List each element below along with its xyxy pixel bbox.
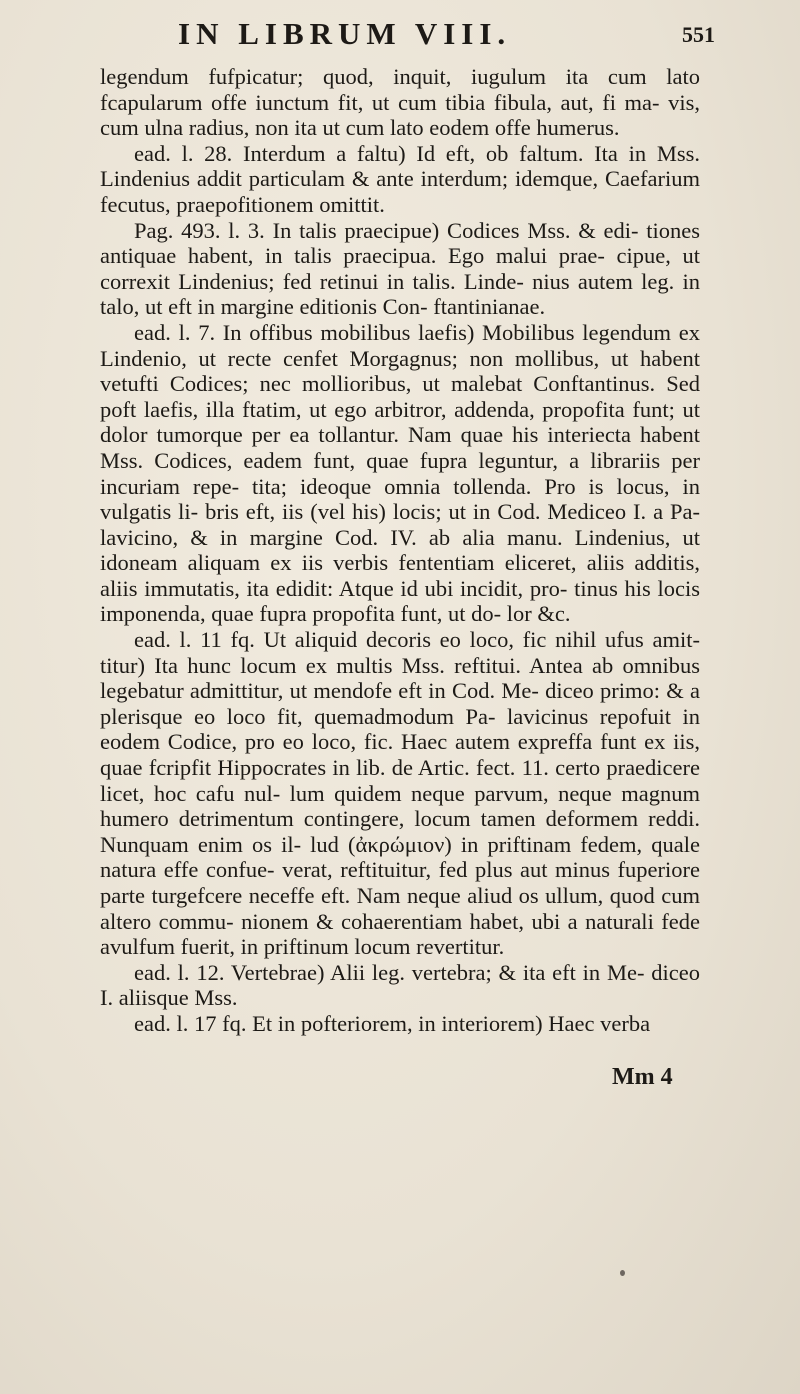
paragraph: legendum fufpicatur; quod, inquit, iugulum ita cum lato fcapularum offe iunctum fit, ut cum tibia fibula, aut, fi ma- vis, cum ulna radius, non ita ut cum lato eodem offe humerus. — [100, 64, 700, 141]
paragraph: ead. l. 12. Vertebrae) Alii leg. vertebra; & ita eft in Me- diceo I. aliisque Mss. — [100, 959, 700, 1011]
signature-mark: Mm 4 — [612, 1064, 673, 1090]
running-title: IN LIBRUM VIII. — [178, 16, 512, 51]
commentary-text — [100, 64, 700, 1037]
paragraph: ead. l. 7. In offibus mobilibus laefis) Mobilibus legendum ex Lindenio, ut recte cenfet Morgagnus; non mollibus, ut habent vetufti Codices; nec mollioribus, ut malebat Conftantinus. Sed poft laefis, illa ftatim, ut ego arbitror, addenda, propofita funt; ut dolor tumorque per ea tollantur. Nam quae his interiecta habent Mss. Codices, eadem funt, quae fupra leguntur, a librariis per incuriam repe- tita; ideoque omnia tollenda. Pro is locus, in vulgatis li- bris eft, iis (vel his) locis; ut in Cod. Mediceo I. a Pa- lavicino, & in margine Cod. IV. ab alia manu. Lindenius, ut idoneam aliquam ex iis verbis fententiam eliceret, aliis additis, aliis immutatis, ita edidit: Atque id ubi incidit, pro- tinus his locis imponenda, quae fupra propofita funt, ut do- lor &c. — [100, 319, 700, 627]
page-header — [0, 10, 800, 50]
paragraph: Pag. 493. l. 3. In talis praecipue) Codices Mss. & edi- tiones antiquae habent, in talis praecipua. Ego malui prae- cipue, ut correxit Lindenius; fed retinui in talis. Linde- nius autem leg. in talo, ut eft in margine editionis Con- ftantinianae. — [100, 217, 700, 320]
paragraph: ead. l. 11 fq. Ut aliquid decoris eo loco, fic nihil ufus amit- titur) Ita hunc locum ex multis Mss. reftitui. Antea ab omnibus legebatur admittitur, ut mendofe eft in Cod. Me- diceo primo: & a plerisque eo loco fit, quemadmodum Pa- lavicinus repofuit in eodem Codice, pro eo loco, fic. Haec autem expreffa funt ex iis, quae fcripfit Hippocrates in lib. de Artic. fect. 11. certo praedicere licet, hoc cafu nul- lum quidem neque parvum, neque magnum humero detrimentum contingere, locum tamen deformem reddi. Nunquam enim os il- lud (ἀκρώμιον) in priftinam fedem, quale natura effe confue- verat, reftituitur, fed plus aut minus fuperiore parte turgefcere neceffe eft. Nam neque aliud os ullum, quod cum altero commu- nionem & cohaerentiam habet, ubi a naturali fede avulfum fuerit, in priftinum locum revertitur. — [100, 627, 700, 960]
page-number: 551 — [682, 22, 715, 47]
paragraph: ead. l. 28. Interdum a faltu) Id eft, ob faltum. Ita in Mss. Lindenius addit particulam & ante interdum; idemque, Caefarium fecutus, praepofitionem omittit. — [100, 140, 700, 217]
paragraph: ead. l. 17 fq. Et in pofteriorem, in interiorem) Haec verba — [134, 1010, 651, 1036]
paper-speck — [620, 1270, 625, 1276]
